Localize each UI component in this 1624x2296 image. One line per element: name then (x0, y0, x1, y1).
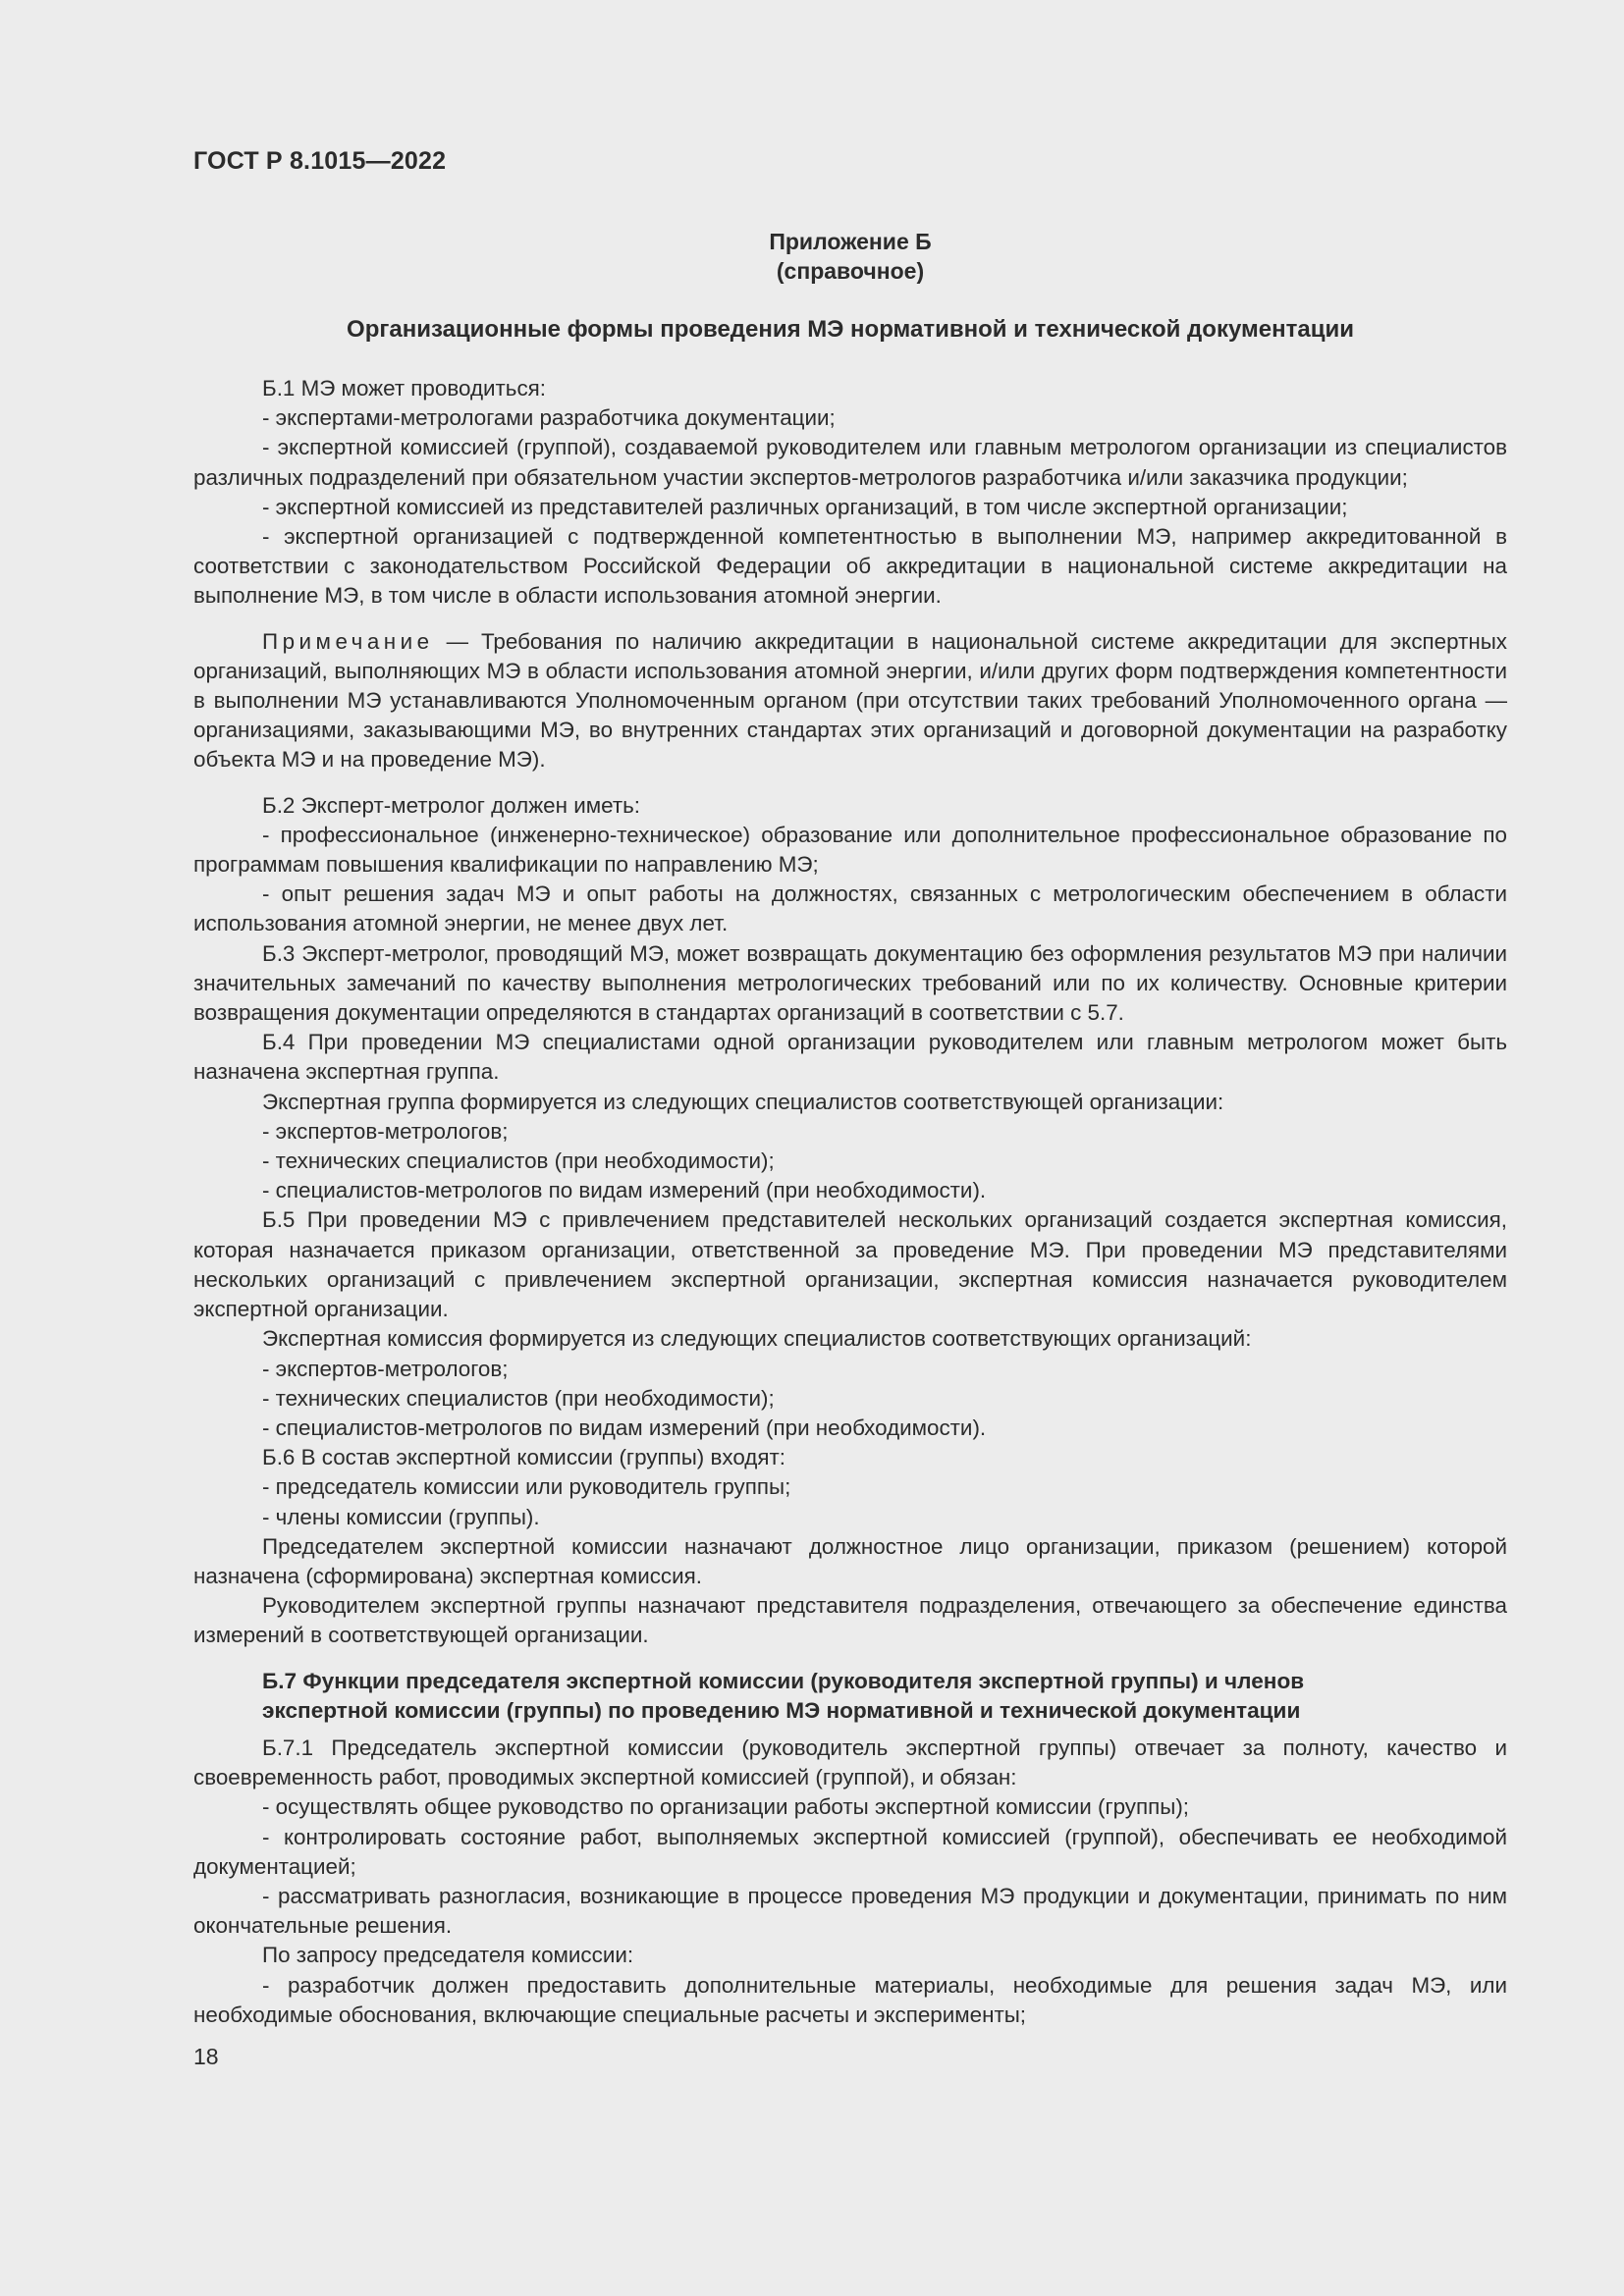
document-body (193, 374, 1507, 2030)
list-item: - председатель комиссии или руководитель группы; (262, 1474, 791, 1500)
section-subheading (193, 1667, 1507, 1726)
list-item: - экспертной организацией с подтвержденной компетентностью в выполнении МЭ, например аккредитованной в соответствии с законодательством Российской Федерации об аккредитации в национальной системе аккредитации на выполнение МЭ, в том числе в области использования атомной энергии. (193, 524, 1507, 609)
list-item: - экспертной комиссией (группой), создаваемой руководителем или главным метрологом организации из специалистов различных подразделений при обязательном участии экспертов-метрологов разработчика и/или заказчика продукции; (193, 435, 1507, 490)
list-item: - экспертной комиссией из представителей различных организаций, в том числе экспертной организации; (262, 494, 1348, 519)
list-item: - осуществлять общее руководство по организации работы экспертной комиссии (группы); (262, 1794, 1190, 1820)
paragraph: Экспертная группа формируется из следующих специалистов соответствующей организации: (262, 1089, 1224, 1114)
paragraph: Б.7.1 Председатель экспертной комиссии (руководитель экспертной группы) отвечает за полноту, качество и своевременность работ, проводимых экспертной комиссией (группой), и обязан: (193, 1735, 1507, 1790)
list-item: - профессиональное (инженерно-техническое) образование или дополнительное профессиональное образование по программам повышения квалификации по направлению МЭ; (193, 822, 1507, 878)
list-item: - технических специалистов (при необходимости); (262, 1385, 775, 1411)
subheading-line: экспертной комиссии (группы) по проведению МЭ нормативной и технической документации (262, 1697, 1301, 1723)
paragraph: По запросу председателя комиссии: (262, 1943, 634, 1968)
list-item: - экспертами-метрологами разработчика документации; (262, 405, 836, 431)
list-item: - экспертов-метрологов; (262, 1356, 509, 1381)
note-paragraph (193, 627, 1507, 775)
list-item: - разработчик должен предоставить дополнительные материалы, необходимые для решения задач МЭ, или необходимые обоснования, включающие специальные расчеты и эксперименты; (193, 1972, 1507, 2027)
appendix-title: Приложение Б (769, 229, 932, 254)
note-label: Примечание (262, 628, 434, 654)
list-item: - экспертов-метрологов; (262, 1118, 509, 1144)
subheading-line: Б.7 Функции председателя экспертной комиссии (руководителя экспертной группы) и членов (262, 1668, 1305, 1693)
list-item: - специалистов-метрологов по видам измерений (при необходимости). (262, 1415, 987, 1440)
list-item: - контролировать состояние работ, выполняемых экспертной комиссией (группой), обеспечивать ее необходимой документацией; (193, 1824, 1507, 1879)
list-item: - члены комиссии (группы). (262, 1504, 540, 1529)
paragraph: Б.3 Эксперт-метролог, проводящий МЭ, может возвращать документацию без оформления результатов МЭ при наличии значительных замечаний по качеству выполнения метрологических требований или по их количеству. Основные критерии возвращения документации определяются в стандартах организаций в соответствии с 5.7. (193, 940, 1507, 1026)
paragraph: Б.4 При проведении МЭ специалистами одной организации руководителем или главным метрологом может быть назначена экспертная группа. (193, 1030, 1507, 1085)
appendix-main-title: Организационные формы проведения МЭ нормативной и технической документации (347, 316, 1354, 343)
document-page (193, 147, 1507, 2070)
document-code: ГОСТ Р 8.1015—2022 (193, 147, 447, 175)
paragraph: Б.2 Эксперт-метролог должен иметь: (262, 792, 640, 818)
page-number: 18 (193, 2043, 219, 2069)
appendix-heading (193, 227, 1507, 286)
list-item: - опыт решения задач МЭ и опыт работы на должностях, связанных с метрологическим обеспечением в области использования атомной энергии, не менее двух лет. (193, 881, 1507, 936)
paragraph: Руководителем экспертной группы назначают представителя подразделения, отвечающего за обеспечение единства измерений в соответствующей организации. (193, 1593, 1507, 1648)
list-item: - рассматривать разногласия, возникающие в процессе проведения МЭ продукции и документации, принимать по ним окончательные решения. (193, 1883, 1507, 1939)
paragraph: Б.6 В состав экспертной комиссии (группы) входят: (262, 1445, 785, 1470)
paragraph: Экспертная комиссия формируется из следующих специалистов соответствующих организаций: (262, 1326, 1252, 1352)
list-item: - специалистов-метрологов по видам измерений (при необходимости). (262, 1178, 987, 1203)
appendix-type: (справочное) (776, 258, 925, 284)
paragraph: Б.1 МЭ может проводиться: (262, 376, 546, 400)
note-text: — Требования по наличию аккредитации в национальной системе аккредитации для экспертных организаций, выполняющих МЭ в области использования атомной энергии, и/или других форм подтверждения компетентности в выполнении МЭ устанавливаются Уполномоченным органом (при отсутствии таких требований Уполномоченного органа — организациями, заказывающими МЭ, во внутренних стандартах этих организаций и договорной документации на разработку объекта МЭ и на проведение МЭ). (193, 628, 1507, 773)
list-item: - технических специалистов (при необходимости); (262, 1148, 775, 1174)
paragraph: Б.5 При проведении МЭ с привлечением представителей нескольких организаций создается экспертная комиссия, которая назначается приказом организации, ответственной за проведение МЭ. При проведении МЭ представителями нескольких организаций с привлечением экспертной организации, экспертная комиссия назначается руководителем экспертной организации. (193, 1207, 1507, 1322)
paragraph: Председателем экспертной комиссии назначают должностное лицо организации, приказом (решением) которой назначена (сформирована) экспертная комиссия. (193, 1533, 1507, 1588)
